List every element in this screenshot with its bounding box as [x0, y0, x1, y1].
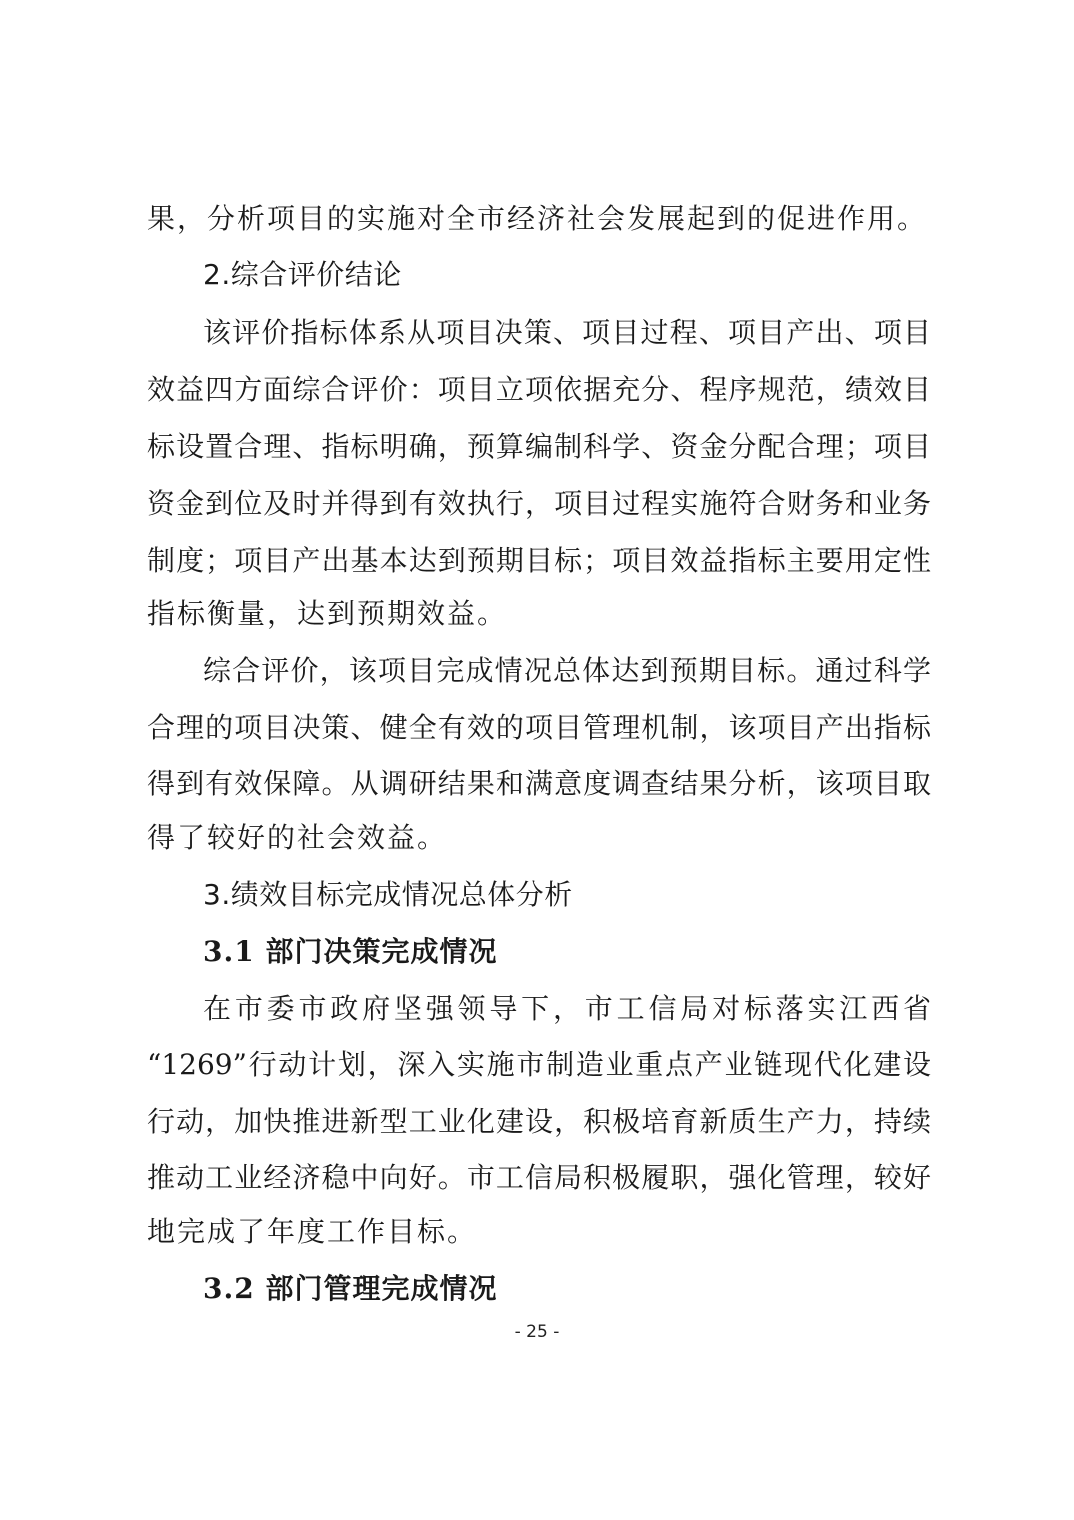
paragraph-line: 推动工业经济稳中向好。市工信局积极履职，强化管理，较好 — [147, 1161, 931, 1194]
body-text-line: 果，分析项目的实施对全市经济社会发展起到的促进作用。 — [147, 202, 928, 235]
paragraph-line: 该评价指标体系从项目决策、项目过程、项目产出、项目 — [203, 316, 931, 349]
paragraph-line: 得了较好的社会效益。 — [147, 821, 448, 854]
paragraph-line: 地完成了年度工作目标。 — [147, 1215, 478, 1248]
paragraph-line: 合理的项目决策、健全有效的项目管理机制，该项目产出指标 — [147, 711, 931, 744]
paragraph-line: 得到有效保障。从调研结果和满意度调查结果分析，该项目取 — [147, 767, 931, 800]
paragraph-line: 效益四方面综合评价：项目立项依据充分、程序规范，绩效目 — [147, 373, 931, 406]
paragraph-line: 在市委市政府坚强领导下，市工信局对标落实江西省 — [203, 992, 931, 1025]
paragraph-line: 资金到位及时并得到有效执行，项目过程实施符合财务和业务 — [147, 487, 931, 520]
page-number: - 25 - — [514, 1322, 560, 1342]
paragraph-line: 指标衡量，达到预期效益。 — [147, 597, 508, 630]
paragraph-line: “1269”行动计划，深入实施市制造业重点产业链现代化建设 — [147, 1048, 931, 1081]
section-heading-3: 3.绩效目标完成情况总体分析 — [203, 878, 573, 911]
document-page — [147, 0, 931, 1520]
subsection-heading-3-1: 3.1 部门决策完成情况 — [203, 935, 498, 968]
paragraph-line: 制度；项目产出基本达到预期目标；项目效益指标主要用定性 — [147, 544, 931, 577]
section-heading-2: 2.综合评价结论 — [203, 258, 402, 291]
subsection-heading-3-2: 3.2 部门管理完成情况 — [203, 1272, 498, 1305]
paragraph-line: 综合评价，该项目完成情况总体达到预期目标。通过科学 — [203, 654, 931, 687]
paragraph-line: 行动，加快推进新型工业化建设，积极培育新质生产力，持续 — [147, 1105, 931, 1138]
paragraph-line: 标设置合理、指标明确，预算编制科学、资金分配合理；项目 — [147, 430, 931, 463]
